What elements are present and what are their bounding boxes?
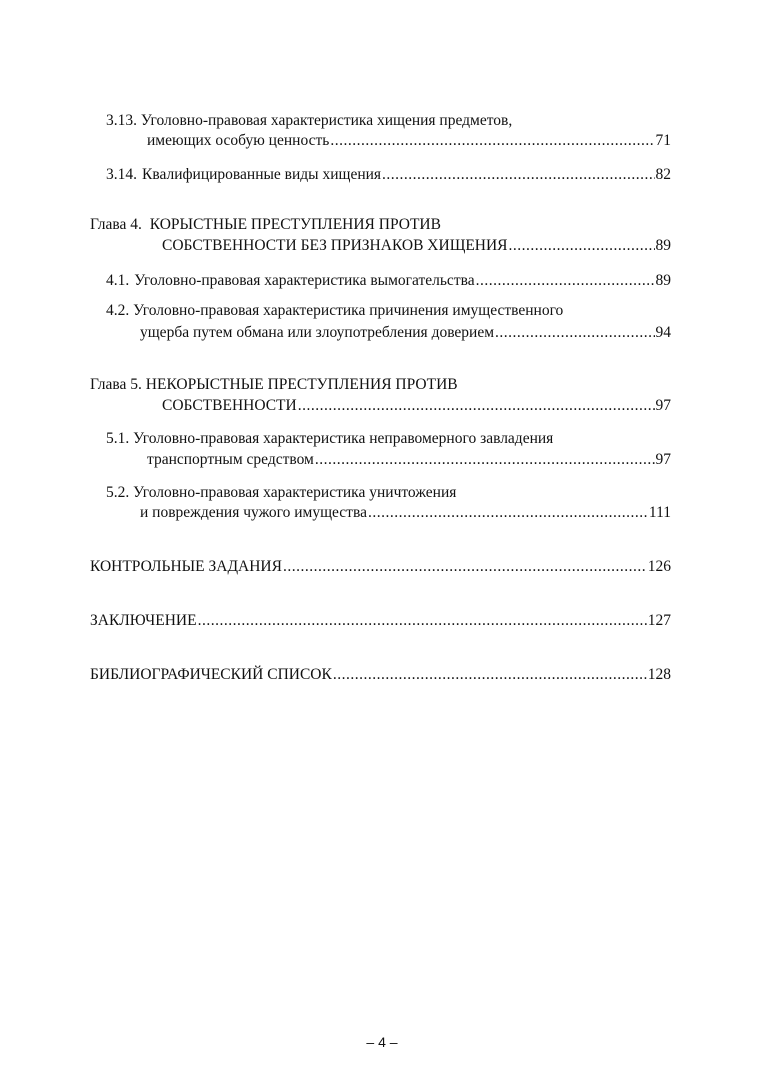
toc-chapter-title: НЕКОРЫСТНЫЕ ПРЕСТУПЛЕНИЯ ПРОТИВ bbox=[145, 376, 458, 393]
toc-entry-number: 3.13. bbox=[106, 112, 137, 129]
toc-entry-title: Уголовно-правовая характеристика вымогательства bbox=[134, 272, 475, 289]
toc-entry-4-2-first-line bbox=[106, 302, 563, 320]
toc-chapter-number: Глава 5. bbox=[90, 376, 142, 393]
toc-chapter-4[interactable] bbox=[162, 233, 671, 255]
toc-chapter-5[interactable] bbox=[162, 393, 671, 415]
leader-dots bbox=[333, 666, 647, 684]
toc-entry-title: Уголовно-правовая характеристика хищения предметов, bbox=[140, 112, 513, 129]
toc-chapter-title-continuation: СОБСТВЕННОСТИ БЕЗ ПРИЗНАКОВ ХИЩЕНИЯ bbox=[162, 237, 508, 254]
leader-dots bbox=[298, 397, 655, 415]
leader-dots bbox=[283, 558, 647, 576]
toc-page-number: 97 bbox=[655, 397, 671, 414]
toc-entry-4-1[interactable] bbox=[106, 268, 671, 290]
leader-dots bbox=[476, 272, 655, 290]
toc-page-number: 89 bbox=[655, 272, 671, 289]
toc-entry-title: ЗАКЛЮЧЕНИЕ bbox=[90, 612, 197, 629]
leader-dots bbox=[330, 132, 654, 150]
toc-entry-3-13[interactable] bbox=[147, 128, 671, 150]
toc-entry-3-14[interactable] bbox=[106, 162, 671, 184]
toc-page-number: 127 bbox=[647, 612, 671, 629]
toc-entry-bibliography[interactable] bbox=[90, 662, 671, 684]
toc-entry-title-continuation: и повреждения чужого имущества bbox=[140, 504, 367, 521]
toc-entry-title-continuation: транспортным средством bbox=[147, 451, 314, 468]
leader-dots bbox=[198, 612, 647, 630]
toc-page-number: 89 bbox=[655, 237, 671, 254]
toc-page-number: 82 bbox=[655, 166, 671, 183]
toc-entry-number: 4.2. bbox=[106, 302, 130, 319]
toc-page-number: 126 bbox=[647, 558, 671, 575]
toc-chapter-4-first-line bbox=[90, 216, 441, 234]
leader-dots bbox=[509, 237, 655, 255]
toc-entry-title: Квалифицированные виды хищения bbox=[142, 166, 382, 183]
toc-entry-title-continuation: ущерба путем обмана или злоупотребления доверием bbox=[140, 324, 495, 341]
toc-page-number: 111 bbox=[648, 504, 671, 521]
toc-page-number: 128 bbox=[647, 666, 671, 683]
toc-page-number: 71 bbox=[655, 132, 671, 149]
toc-entry-number: 5.2. bbox=[106, 484, 130, 501]
toc-entry-title: КОНТРОЛЬНЫЕ ЗАДАНИЯ bbox=[90, 558, 282, 575]
leader-dots bbox=[382, 166, 654, 184]
toc-chapter-number: Глава 4. bbox=[90, 216, 142, 233]
leader-dots bbox=[368, 504, 648, 522]
toc-entry-conclusion[interactable] bbox=[90, 608, 671, 630]
page-number: – 4 – bbox=[366, 1034, 398, 1050]
toc-entry-number: 4.1. bbox=[106, 272, 130, 289]
toc-chapter-title-continuation: СОБСТВЕННОСТИ bbox=[162, 397, 297, 414]
leader-dots bbox=[495, 324, 654, 342]
toc-entry-5-1[interactable] bbox=[147, 447, 671, 469]
toc-entry-title: Уголовно-правовая характеристика причинения имущественного bbox=[133, 302, 564, 319]
toc-entry-4-2[interactable] bbox=[140, 320, 671, 342]
toc-entry-5-2[interactable] bbox=[140, 500, 671, 522]
toc-entry-title: БИБЛИОГРАФИЧЕСКИЙ СПИСОК bbox=[90, 666, 332, 683]
toc-entry-number: 5.1. bbox=[106, 430, 130, 447]
toc-entry-number: 3.14. bbox=[106, 166, 137, 183]
toc-page-number: 94 bbox=[655, 324, 671, 341]
toc-entry-title-continuation: имеющих особую ценность bbox=[147, 132, 330, 149]
toc-chapter-5-first-line bbox=[90, 376, 458, 394]
leader-dots bbox=[315, 451, 655, 469]
toc-chapter-title: КОРЫСТНЫЕ ПРЕСТУПЛЕНИЯ ПРОТИВ bbox=[149, 216, 441, 233]
toc-entry-5-1-first-line bbox=[106, 430, 553, 448]
toc-page-number: 97 bbox=[655, 451, 671, 468]
toc-entry-title: Уголовно-правовая характеристика уничтожения bbox=[133, 484, 457, 501]
toc-entry-title: Уголовно-правовая характеристика неправомерного завладения bbox=[133, 430, 554, 447]
toc-entry-control-tasks[interactable] bbox=[90, 554, 671, 576]
